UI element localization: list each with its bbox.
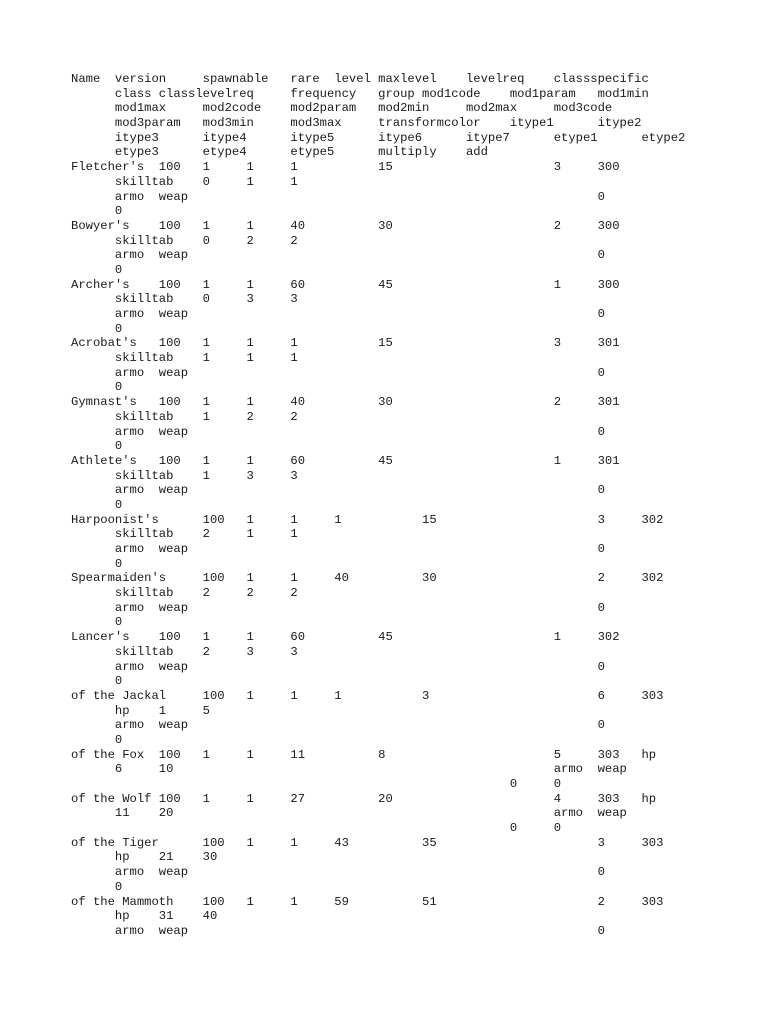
text-line: armo weap 0 — [71, 483, 605, 498]
text-line: skilltab 2 1 1 — [71, 527, 298, 542]
text-line: 0 — [71, 262, 123, 277]
text-line: Archer's 100 1 1 60 45 1 300 — [71, 277, 620, 292]
text-line: Lancer's 100 1 1 60 45 1 302 — [71, 630, 620, 645]
text-line: of the Tiger 100 1 1 43 35 3 303 — [71, 835, 664, 850]
text-line: 0 — [71, 439, 123, 454]
text-line: armo weap 0 — [71, 923, 605, 938]
text-line: 6 10 armo weap — [71, 762, 627, 777]
text-line: 0 — [71, 879, 123, 894]
text-line: 0 — [71, 556, 123, 571]
text-line: of the Fox 100 1 1 11 8 5 303 hp — [71, 747, 657, 762]
text-line: armo weap 0 — [71, 865, 605, 880]
text-line: 0 — [71, 321, 123, 336]
text-line: skilltab 1 3 3 — [71, 468, 298, 483]
text-line: hp 21 30 — [71, 850, 218, 865]
text-line: armo weap 0 — [71, 600, 605, 615]
text-line: Name version spawnable rare level maxlevel levelreq classspecific — [71, 72, 649, 86]
text-line: skilltab 1 2 2 — [71, 409, 298, 424]
text-line: armo weap 0 — [71, 718, 605, 733]
text-line: class classlevelreq frequency group mod1code mod1param mod1min — [71, 86, 649, 101]
text-line: of the Wolf 100 1 1 27 20 4 303 hp — [71, 791, 657, 806]
text-line: etype3 etype4 etype5 multiply add — [71, 145, 488, 160]
text-line: armo weap 0 — [71, 365, 605, 380]
text-line: hp 31 40 — [71, 909, 218, 924]
text-line: Athlete's 100 1 1 60 45 1 301 — [71, 453, 620, 468]
text-line: 11 20 armo weap — [71, 806, 627, 821]
text-line: 0 0 — [71, 777, 562, 791]
text-line: 0 — [71, 732, 123, 747]
text-line: of the Jackal 100 1 1 1 3 6 303 — [71, 688, 664, 703]
text-line: skilltab 1 1 1 — [71, 351, 298, 366]
text-line: skilltab 0 2 2 — [71, 233, 298, 248]
text-line: hp 1 5 — [71, 703, 210, 718]
text-line: armo weap 0 — [71, 542, 605, 556]
text-line: armo weap 0 — [71, 307, 605, 321]
document-text — [71, 72, 761, 939]
text-line: skilltab 2 3 3 — [71, 644, 298, 659]
text-line: 0 — [71, 615, 123, 630]
text-line: armo weap 0 — [71, 189, 605, 204]
text-line: Harpoonist's 100 1 1 1 15 3 302 — [71, 512, 664, 527]
text-line: skilltab 0 1 1 — [71, 174, 298, 189]
text-line: Fletcher's 100 1 1 1 15 3 300 — [71, 160, 620, 175]
text-line: Bowyer's 100 1 1 40 30 2 300 — [71, 218, 620, 233]
text-line: of the Mammoth 100 1 1 59 51 2 303 — [71, 894, 664, 909]
text-line: armo weap 0 — [71, 659, 605, 674]
text-line: armo weap 0 — [71, 424, 605, 439]
text-line: 0 — [71, 674, 123, 689]
text-line: 0 — [71, 497, 123, 512]
text-line: mod1max mod2code mod2param mod2min mod2max mod3code — [71, 101, 613, 116]
text-line: Acrobat's 100 1 1 1 15 3 301 — [71, 336, 620, 351]
text-line: itype3 itype4 itype5 itype6 itype7 etype1 etype2 — [71, 130, 686, 145]
text-line: 0 — [71, 204, 123, 219]
text-line: skilltab 2 2 2 — [71, 586, 298, 601]
text-line: armo weap 0 — [71, 248, 605, 263]
text-line: Gymnast's 100 1 1 40 30 2 301 — [71, 395, 620, 410]
text-line: 0 0 — [71, 821, 562, 836]
text-line: Spearmaiden's 100 1 1 40 30 2 302 — [71, 571, 664, 586]
text-line: 0 — [71, 380, 123, 395]
text-line: mod3param mod3min mod3max transformcolor itype1 itype2 — [71, 116, 642, 131]
text-line: skilltab 0 3 3 — [71, 292, 298, 307]
